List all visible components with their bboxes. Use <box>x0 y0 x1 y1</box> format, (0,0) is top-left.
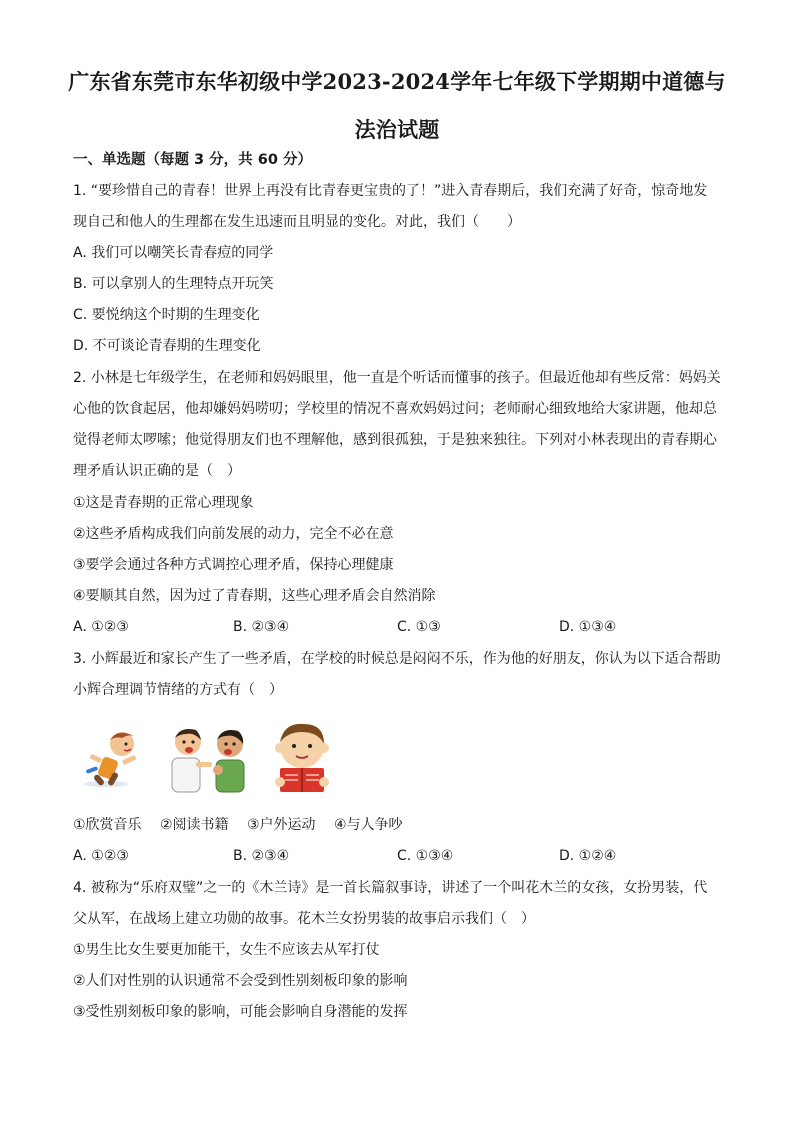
q2-statement-3: ③要学会通过各种方式调控心理矛盾，保持心理健康 <box>73 557 394 573</box>
q3-choice-c: C. ①③④ <box>397 848 454 864</box>
q2-choice-d: D. ①③④ <box>559 619 617 635</box>
q2-stem-line4: 理矛盾认识正确的是（ ） <box>73 463 241 479</box>
q1-option-a: A. 我们可以嘲笑长青春痘的同学 <box>73 245 274 261</box>
section-heading: 一、单选题（每题 3 分，共 60 分） <box>73 152 312 168</box>
q3-choice-b: B. ②③④ <box>233 848 290 864</box>
q2-choices <box>73 617 723 637</box>
arguing-people-image <box>166 718 250 796</box>
q4-statement-2: ②人们对性别的认识通常不会受到性别刻板印象的影响 <box>73 973 408 989</box>
q3-choice-a: A. ①②③ <box>73 848 129 864</box>
q3-caption: ①欣赏音乐 ②阅读书籍 ③户外运动 ④与人争吵 <box>73 817 403 833</box>
q2-statement-4: ④要顺其自然，因为过了青春期，这些心理矛盾会自然消除 <box>73 588 436 604</box>
q3-stem-line1: 3. 小辉最近和家长产生了一些矛盾，在学校的时候总是闷闷不乐，作为他的好朋友，你认为以下适合帮助 <box>73 651 721 667</box>
running-boy-image <box>78 718 156 796</box>
reading-boy-image <box>266 718 338 796</box>
q3-illustrations <box>78 718 338 796</box>
q2-statement-2: ②这些矛盾构成我们向前发展的动力，完全不必在意 <box>73 526 394 542</box>
q4-statement-3: ③受性别刻板印象的影响，可能会影响自身潜能的发挥 <box>73 1004 408 1020</box>
q2-choice-b: B. ②③④ <box>233 619 290 635</box>
q2-choice-a: A. ①②③ <box>73 619 129 635</box>
q1-option-d: D. 不可谈论青春期的生理变化 <box>73 338 261 354</box>
q4-statement-1: ①男生比女生要更加能干，女生不应该去从军打仗 <box>73 942 380 958</box>
q1-stem-line2: 现自己和他人的生理都在发生迅速而且明显的变化。对此，我们（ ） <box>73 214 521 230</box>
q1-option-b: B. 可以拿别人的生理特点开玩笑 <box>73 276 274 292</box>
q2-stem-line2: 心他的饮食起居，他却嫌妈妈唠叨；学校里的情况不喜欢妈妈过问；老师耐心细致地给大家讲题，他却总 <box>73 401 717 417</box>
q4-stem-line1: 4. 被称为“乐府双璧”之一的《木兰诗》是一首长篇叙事诗，讲述了一个叫花木兰的女孩，女扮男装，代 <box>73 880 708 896</box>
q3-choices <box>73 846 723 866</box>
exam-title-line1: 广东省东莞市东华初级中学2023-2024学年七年级下学期期中道德与 <box>68 69 726 94</box>
exam-title-line2: 法治试题 <box>354 117 440 142</box>
q1-option-c: C. 要悦纳这个时期的生理变化 <box>73 307 260 323</box>
q1-stem-line1: 1. “要珍惜自己的青春！世界上再没有比青春更宝贵的了！”进入青春期后，我们充满了好奇，惊奇地发 <box>73 183 708 199</box>
q4-stem-line2: 父从军，在战场上建立功勋的故事。花木兰女扮男装的故事启示我们（ ） <box>73 911 535 927</box>
q2-stem-line3: 觉得老师太啰嗦；他觉得朋友们也不理解他，感到很孤独，于是独来独往。下列对小林表现出的青春期心 <box>73 432 717 448</box>
q2-stem-line1: 2. 小林是七年级学生，在老师和妈妈眼里，他一直是个听话而懂事的孩子。但最近他却有些反常：妈妈关 <box>73 370 721 386</box>
q2-choice-c: C. ①③ <box>397 619 441 635</box>
q3-choice-d: D. ①②④ <box>559 848 617 864</box>
q3-stem-line2: 小辉合理调节情绪的方式有（ ） <box>73 682 283 698</box>
q2-statement-1: ①这是青春期的正常心理现象 <box>73 495 254 511</box>
